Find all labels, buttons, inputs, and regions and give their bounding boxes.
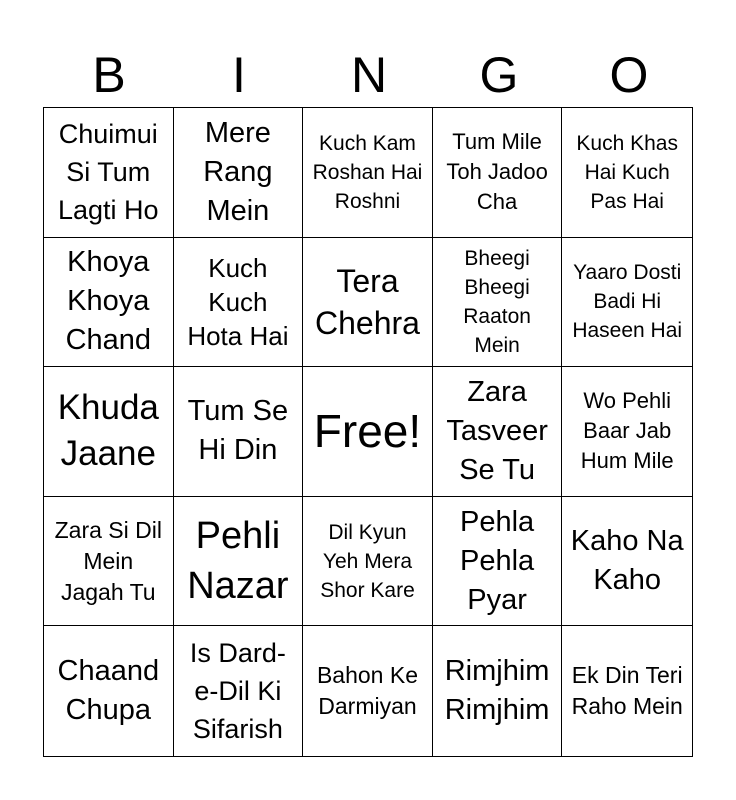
bingo-cell-text: Bheegi Bheegi Raaton Mein — [463, 246, 531, 357]
bingo-cell-text: Pehli Nazar — [187, 515, 289, 608]
bingo-cell[interactable] — [44, 367, 174, 497]
bingo-cell-text: Pehla Pehla Pyar — [460, 505, 535, 616]
bingo-cell-text: Wo Pehli Baar Jab Hum Mile — [580, 388, 674, 474]
bingo-cell[interactable] — [303, 238, 433, 368]
bingo-cell[interactable] — [433, 238, 563, 368]
bingo-cell-text: Tum Se Hi Din — [187, 395, 289, 467]
bingo-cell-text: Yaaro Dosti Badi Hi Haseen Hai — [572, 261, 683, 343]
bingo-cell-text: Is Dard-e-Dil Ki Sifarish — [189, 638, 286, 745]
bingo-cell[interactable] — [303, 108, 433, 238]
bingo-cell-text: Khuda Jaane — [57, 388, 159, 474]
bingo-cell[interactable] — [174, 238, 304, 368]
bingo-cell-text: Free! — [313, 405, 422, 458]
bingo-cell[interactable] — [174, 497, 304, 627]
bingo-cell-text: Kuch Kuch Hota Hai — [187, 252, 289, 351]
header-letter-o: O — [609, 47, 649, 103]
bingo-cell[interactable] — [562, 367, 692, 497]
header-letter-i: I — [232, 47, 246, 103]
bingo-cell[interactable] — [562, 238, 692, 368]
bingo-cell[interactable] — [44, 497, 174, 627]
bingo-cell[interactable] — [174, 626, 304, 756]
bingo-cell[interactable] — [44, 238, 174, 368]
bingo-cell-text: Bahon Ke Darmiyan — [316, 662, 418, 720]
bingo-cell-text: Kuch Khas Hai Kuch Pas Hai — [576, 131, 678, 213]
bingo-cell-text: Tum Mile Toh Jadoo Cha — [446, 129, 548, 215]
bingo-cell[interactable] — [174, 108, 304, 238]
bingo-cell-text: Dil Kyun Yeh Mera Shor Kare — [320, 520, 415, 602]
bingo-cell[interactable] — [303, 626, 433, 756]
bingo-cell[interactable] — [303, 497, 433, 627]
bingo-cell[interactable] — [433, 108, 563, 238]
header-letter-b: B — [92, 47, 126, 103]
bingo-cell-text: Chaand Chupa — [57, 655, 160, 727]
bingo-header — [44, 40, 694, 110]
bingo-cell-text: Rimjhim Rimjhim — [444, 655, 550, 727]
bingo-cell-text: Zara Tasveer Se Tu — [446, 375, 548, 486]
bingo-cell-text: Khoya Khoya Chand — [65, 246, 152, 357]
bingo-cell-text: Chuimui Si Tum Lagti Ho — [58, 119, 159, 226]
bingo-cell[interactable] — [44, 108, 174, 238]
bingo-cell[interactable] — [562, 497, 692, 627]
bingo-grid — [43, 107, 693, 757]
bingo-cell-text: Tera Chehra — [315, 262, 420, 341]
bingo-cell[interactable] — [562, 108, 692, 238]
bingo-cell[interactable] — [433, 367, 563, 497]
bingo-cell[interactable] — [433, 497, 563, 627]
bingo-cell[interactable] — [562, 626, 692, 756]
bingo-cell[interactable] — [44, 626, 174, 756]
bingo-cell[interactable] — [433, 626, 563, 756]
bingo-cell[interactable] — [303, 367, 433, 497]
bingo-cell-text: Kaho Na Kaho — [570, 525, 684, 597]
bingo-cell-text: Zara Si Dil Mein Jagah Tu — [54, 516, 162, 605]
bingo-cell[interactable] — [174, 367, 304, 497]
bingo-cell-text: Mere Rang Mein — [203, 116, 273, 227]
header-letter-g: G — [479, 47, 519, 103]
bingo-cell-text: Ek Din Teri Raho Mein — [571, 662, 683, 720]
bingo-cell-text: Kuch Kam Roshan Hai Roshni — [312, 131, 423, 213]
header-letter-n: N — [350, 47, 388, 103]
